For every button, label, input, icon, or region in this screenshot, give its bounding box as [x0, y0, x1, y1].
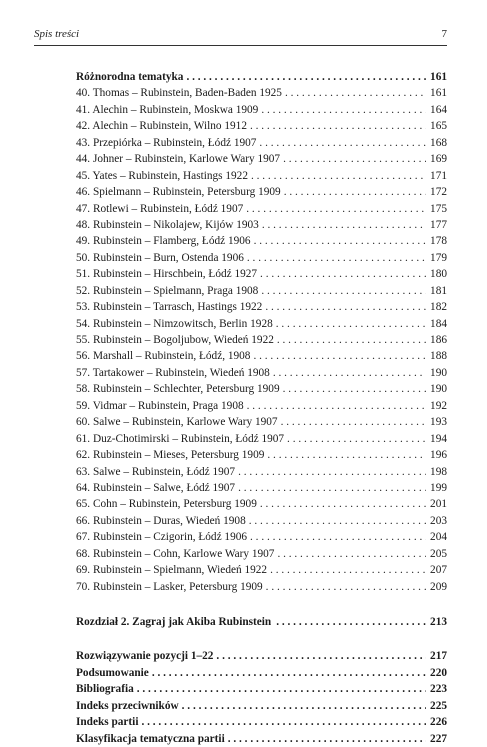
running-header-section: Spis treści	[34, 28, 80, 40]
toc-entry-page: 180	[430, 268, 447, 281]
toc-entry-title: 59. Vidmar – Rubinstein, Praga 1908	[76, 399, 244, 412]
toc-entry	[76, 299, 447, 315]
dot-leader	[265, 299, 426, 315]
toc-entry	[76, 562, 447, 578]
dot-leader	[251, 168, 426, 184]
dot-leader	[273, 365, 426, 381]
toc-entry-page: 207	[430, 564, 447, 577]
toc-entry-title: 61. Duz-Chotimirski – Rubinstein, Łódź 1907	[76, 432, 285, 445]
toc-entry-title: 64. Rubinstein – Salwe, Łódź 1907	[76, 481, 236, 494]
toc-entry	[76, 648, 447, 664]
toc-entry-page: 198	[430, 465, 447, 478]
toc-entry-title: 50. Rubinstein – Burn, Ostenda 1906	[76, 251, 244, 264]
toc-entry-page: 165	[430, 120, 447, 133]
toc-entry	[76, 698, 447, 714]
dot-leader	[137, 681, 426, 697]
dot-leader	[238, 464, 426, 480]
toc-entry-title: 66. Rubinstein – Duras, Wiedeń 1908	[76, 514, 246, 527]
toc-entry	[76, 480, 447, 496]
running-header	[34, 28, 447, 46]
toc-entry-title: Bibliografia	[76, 683, 134, 696]
toc-entry	[76, 348, 447, 364]
dot-leader	[277, 546, 426, 562]
dot-leader	[287, 431, 426, 447]
dot-leader	[262, 217, 426, 233]
toc-entry-page: 201	[430, 498, 447, 511]
dot-leader	[260, 266, 426, 282]
dot-leader	[238, 480, 426, 496]
toc-entry-page: 203	[430, 514, 447, 527]
toc-entry	[76, 135, 447, 151]
dot-leader	[253, 348, 426, 364]
dot-leader	[266, 579, 426, 595]
toc-entry-page: 205	[430, 547, 447, 560]
toc-entry-page: 223	[430, 683, 447, 696]
toc-entry-page: 227	[430, 732, 447, 745]
toc-entry-page: 169	[430, 153, 447, 166]
toc-entry-page: 175	[430, 202, 447, 215]
toc-entry-title: Podsumowanie	[76, 666, 149, 679]
toc-entry	[76, 731, 447, 747]
dot-leader	[260, 496, 426, 512]
dot-leader	[247, 398, 426, 414]
toc-entry-page: 186	[430, 334, 447, 346]
toc-entry-title: 58. Rubinstein – Schlechter, Petersburg 1909	[76, 383, 280, 396]
toc-entry	[76, 431, 447, 447]
toc-entry-title: 45. Yates – Rubinstein, Hastings 1922	[76, 169, 248, 182]
toc-entry-page: 184	[430, 317, 447, 330]
dot-leader	[250, 118, 426, 134]
toc-entry-title: 65. Cohn – Rubinstein, Petersburg 1909	[76, 498, 257, 511]
toc-entry-title: 43. Przepiórka – Rubinstein, Łódź 1907	[76, 136, 257, 149]
toc-entry	[76, 184, 447, 200]
toc-entry-page: 182	[430, 301, 447, 314]
toc-entry-title: 44. Johner – Rubinstein, Karlowe Wary 1907	[76, 153, 281, 166]
toc-entry-title: 49. Rubinstein – Flamberg, Łódź 1906	[76, 235, 251, 248]
toc-entry-title: 56. Marshall – Rubinstein, Łódź, 1908	[76, 350, 251, 363]
toc-entry-page: 181	[430, 284, 447, 297]
toc-entry-title: 48. Rubinstein – Nikolajew, Kijów 1903	[76, 218, 259, 231]
toc-entry	[76, 217, 447, 233]
toc-entry-page: 217	[430, 650, 447, 663]
toc-entry	[76, 496, 447, 512]
dot-leader	[247, 250, 426, 266]
toc-entry-page: 204	[430, 531, 447, 544]
toc-entry	[76, 714, 447, 730]
toc-chapter-heading	[76, 614, 447, 630]
toc-entry-title: 40. Thomas – Rubinstein, Baden-Baden 1925	[76, 87, 282, 100]
toc-entry	[76, 579, 447, 595]
back-matter-list	[76, 648, 447, 747]
toc-entry-page: 161	[430, 71, 447, 83]
toc-entry-page: 178	[430, 235, 447, 248]
dot-leader	[216, 648, 426, 664]
toc-entry-title: 46. Spielmann – Rubinstein, Petersburg 1909	[76, 186, 281, 199]
toc-entry-title: Rozdział 2. Zagraj jak Akiba Rubinstein	[76, 616, 272, 628]
page-number: 7	[441, 28, 447, 40]
toc-entry	[76, 681, 447, 697]
dot-leader	[249, 513, 426, 529]
dot-leader	[182, 698, 426, 714]
toc-entry	[76, 168, 447, 184]
toc-entry	[76, 414, 447, 430]
toc-entry-page: 168	[430, 136, 447, 149]
toc-entry	[76, 398, 447, 414]
toc-entry	[76, 332, 447, 348]
toc-entry-page: 226	[430, 716, 447, 729]
table-of-contents	[76, 69, 447, 747]
toc-entry	[76, 546, 447, 562]
toc-entry-title: 67. Rubinstein – Czigorin, Łódź 1906	[76, 531, 248, 544]
toc-entry-title: 55. Rubinstein – Bogoljubow, Wiedeń 1922	[76, 334, 274, 346]
toc-entry-page: 164	[430, 103, 447, 116]
toc-entry	[76, 665, 447, 681]
toc-entry-title: 52. Rubinstein – Spielmann, Praga 1908	[76, 284, 259, 297]
dot-leader	[276, 614, 426, 630]
toc-entry	[76, 283, 447, 299]
dot-leader	[283, 151, 426, 167]
toc-entry	[76, 447, 447, 463]
toc-entry-title: 70. Rubinstein – Lasker, Petersburg 1909	[76, 580, 263, 593]
toc-entry-page: 161	[430, 87, 447, 100]
toc-entry	[76, 266, 447, 282]
toc-entry-page: 213	[430, 616, 447, 628]
dot-leader	[152, 665, 426, 681]
toc-entry-page: 177	[430, 218, 447, 231]
dot-leader	[261, 283, 426, 299]
toc-entry-page: 190	[430, 366, 447, 379]
dot-leader	[276, 316, 426, 332]
toc-entry	[76, 250, 447, 266]
dot-leader	[281, 414, 426, 430]
toc-entry	[76, 316, 447, 332]
toc-entry-page: 220	[430, 666, 447, 679]
dot-leader	[261, 102, 426, 118]
toc-entry	[76, 365, 447, 381]
toc-entry-page: 188	[430, 350, 447, 363]
toc-entry-title: Różnorodna tematyka	[76, 71, 184, 83]
toc-part-heading	[76, 69, 447, 85]
dot-leader	[246, 201, 426, 217]
games-list	[76, 85, 447, 595]
toc-entry-title: 53. Rubinstein – Tarrasch, Hastings 1922	[76, 301, 263, 314]
toc-entry-title: 68. Rubinstein – Cohn, Karlowe Wary 1907	[76, 547, 275, 560]
toc-entry-page: 225	[430, 699, 447, 712]
toc-entry-page: 179	[430, 251, 447, 264]
dot-leader	[250, 529, 426, 545]
toc-entry-title: 54. Rubinstein – Nimzowitsch, Berlin 1928	[76, 317, 273, 330]
toc-entry-title: Indeks partii	[76, 716, 139, 729]
dot-leader	[270, 562, 426, 578]
toc-entry	[76, 151, 447, 167]
toc-entry-page: 196	[430, 449, 447, 462]
toc-entry-title: Rozwiązywanie pozycji 1–22	[76, 650, 214, 663]
toc-entry	[76, 381, 447, 397]
dot-leader	[285, 85, 426, 101]
toc-entry	[76, 513, 447, 529]
toc-entry	[76, 464, 447, 480]
toc-entry-title: 63. Salwe – Rubinstein, Łódź 1907	[76, 465, 236, 478]
toc-entry	[76, 233, 447, 249]
toc-entry-page: 199	[430, 481, 447, 494]
toc-entry-title: Indeks przeciwników	[76, 699, 179, 712]
toc-entry	[76, 529, 447, 545]
toc-entry-page: 193	[430, 416, 447, 429]
toc-entry-title: 42. Alechin – Rubinstein, Wilno 1912	[76, 120, 247, 133]
dot-leader	[228, 731, 426, 747]
toc-entry-title: 57. Tartakower – Rubinstein, Wiedeń 1908	[76, 366, 270, 379]
dot-leader	[259, 135, 426, 151]
dot-leader	[254, 233, 426, 249]
toc-entry-title: 62. Rubinstein – Mieses, Petersburg 1909	[76, 449, 265, 462]
dot-leader	[186, 69, 426, 85]
toc-entry-page: 194	[430, 432, 447, 445]
dot-leader	[284, 184, 426, 200]
toc-entry	[76, 118, 447, 134]
toc-entry-page: 172	[430, 186, 447, 199]
toc-entry-page: 209	[430, 580, 447, 593]
toc-entry	[76, 201, 447, 217]
toc-entry-title: 69. Rubinstein – Spielmann, Wiedeń 1922	[76, 564, 268, 577]
dot-leader	[141, 714, 426, 730]
toc-entry-title: 51. Rubinstein – Hirschbein, Łódź 1927	[76, 268, 258, 281]
dot-leader	[283, 381, 426, 397]
dot-leader	[277, 332, 426, 348]
toc-entry-page: 171	[430, 169, 447, 182]
toc-entry-page: 190	[430, 383, 447, 396]
toc-entry-title: 60. Salwe – Rubinstein, Karlowe Wary 1907	[76, 416, 278, 429]
toc-entry-title: 47. Rotlewi – Rubinstein, Łódź 1907	[76, 202, 244, 215]
toc-entry-title: Klasyfikacja tematyczna partii	[76, 732, 225, 745]
toc-entry-title: 41. Alechin – Rubinstein, Moskwa 1909	[76, 103, 259, 116]
toc-entry-page: 192	[430, 399, 447, 412]
toc-entry	[76, 85, 447, 101]
dot-leader	[267, 447, 426, 463]
toc-entry	[76, 102, 447, 118]
